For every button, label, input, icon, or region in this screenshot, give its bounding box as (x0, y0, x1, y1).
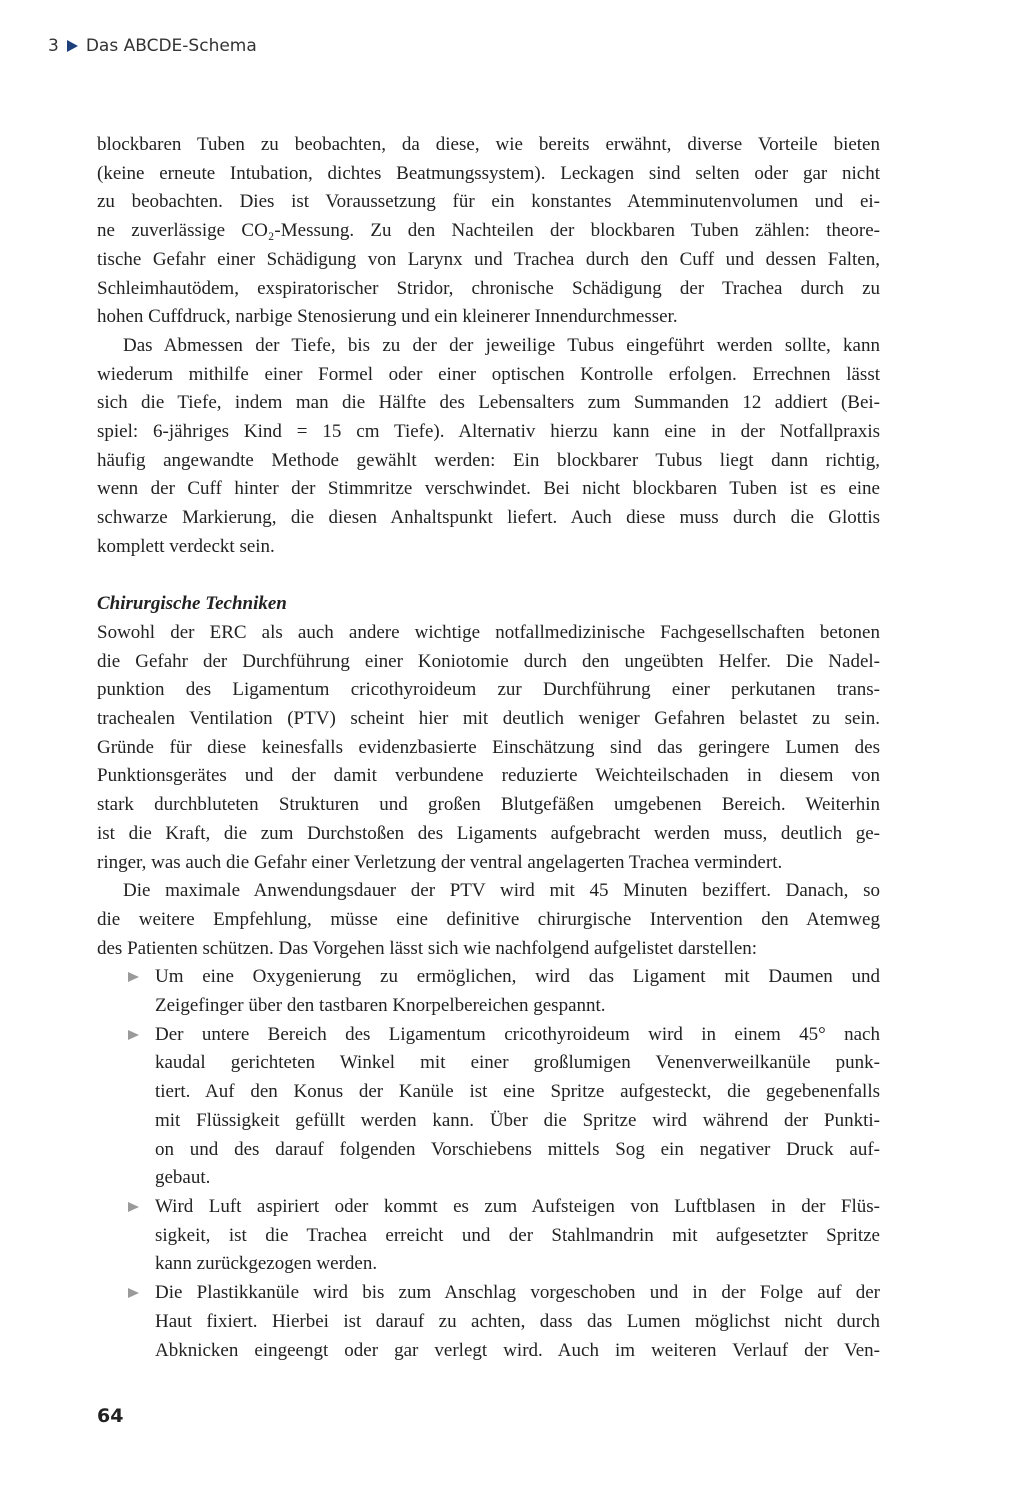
triangle-marker-icon (67, 40, 78, 52)
body-text-section (97, 619, 880, 963)
text-line: spiel: 6-jähriges Kind = 15 cm Tiefe). Alternativ hierzu kann eine in der Notfallpraxis (97, 421, 880, 443)
text-line: Abknicken eingeengt oder gar verlegt wird. Auch im weiteren Verlauf der Ven- (155, 1339, 880, 1361)
text-line: Gründe für diese keinesfalls evidenzbasierte Einschätzung sind das geringere Lumen des (97, 736, 880, 758)
text-line: Die maximale Anwendungsdauer der PTV wird mit 45 Minuten beziffert. Danach, so (123, 880, 880, 902)
page-body (97, 131, 880, 1365)
text-line: sigkeit, ist die Trachea erreicht und der Stahlmandrin mit aufgesetzter Spritze (155, 1224, 880, 1246)
text-line: Haut fixiert. Hierbei ist darauf zu achten, dass das Lumen möglichst nicht durch (155, 1310, 880, 1332)
list-item (97, 1279, 880, 1365)
text-line: punktion des Ligamentum cricothyroideum zur Durchführung einer perkutanen trans- (97, 679, 880, 701)
text-line: zu beobachten. Dies ist Voraussetzung für ein konstantes Atemminutenvolumen und ei- (97, 191, 880, 213)
bullet-triangle-icon (128, 1202, 139, 1212)
bullet-triangle-icon (128, 1288, 139, 1298)
paragraph (97, 619, 880, 877)
text-line: tiert. Auf den Konus der Kanüle ist eine Spritze aufgesteckt, die gegebenenfalls (155, 1081, 880, 1103)
text-line: ringer, was auch die Gefahr einer Verletzung der ventral angelagerten Trachea vermindert. (97, 851, 783, 873)
text-line: ne zuverlässige CO₂-Messung. Zu den Nachteilen der blockbaren Tuben zählen: theore- (97, 220, 880, 242)
text-line: die weitere Empfehlung, müsse eine definitive chirurgische Intervention den Atemweg (97, 908, 880, 930)
text-line: wiederum mithilfe einer Formel oder einer optischen Kontrolle erfolgen. Errechnen lässt (97, 363, 880, 385)
running-header (48, 36, 257, 56)
text-line: Die Plastikkanüle wird bis zum Anschlag vorgeschoben und in der Folge auf der (155, 1282, 880, 1304)
bullet-triangle-icon (128, 972, 139, 982)
page-number: 64 (97, 1405, 124, 1427)
text-line: on und des darauf folgenden Vorschiebens mittels Sog ein negativer Druck auf- (155, 1138, 880, 1160)
list-item (97, 1021, 880, 1193)
text-line: komplett verdeckt sein. (97, 535, 275, 557)
section-heading: Chirurgische Techniken (97, 593, 287, 615)
procedure-list (97, 963, 880, 1365)
text-line: Sowohl der ERC als auch andere wichtige notfallmedizinische Fachgesellschaften betonen (97, 621, 880, 643)
chapter-title: Das ABCDE-Schema (85, 36, 257, 56)
text-line: Zeigefinger über den tastbaren Knorpelbereichen gespannt. (155, 995, 606, 1017)
text-line: Punktionsgerätes und der damit verbundene reduzierte Weichteilschaden in diesem von (97, 765, 880, 787)
body-text-top (97, 131, 880, 562)
text-line: Wird Luft aspiriert oder kommt es zum Aufsteigen von Luftblasen in der Flüs- (155, 1196, 880, 1217)
text-line: die Gefahr der Durchführung einer Koniotomie durch den ungeübten Helfer. Die Nadel- (97, 650, 880, 672)
text-line: stark durchbluteten Strukturen und großen Blutgefäßen umgebenen Bereich. Weiterhin (97, 794, 880, 816)
text-line: (keine erneute Intubation, dichtes Beatmungssystem). Leckagen sind selten oder gar nicht (97, 162, 880, 184)
chapter-number: 3 (48, 36, 59, 56)
text-line: Um eine Oxygenierung zu ermöglichen, wird das Ligament mit Daumen und (155, 966, 880, 988)
text-line: häufig angewandte Methode gewählt werden: Ein blockbarer Tubus liegt dann richtig, (97, 449, 880, 471)
text-line: tische Gefahr einer Schädigung von Larynx und Trachea durch den Cuff und dessen Falten, (97, 248, 880, 270)
text-line: mit Flüssigkeit gefüllt werden kann. Über die Spritze wird während der Punkti- (155, 1109, 880, 1131)
text-line: blockbaren Tuben zu beobachten, da diese, wie bereits erwähnt, diverse Vorteile bieten (97, 134, 880, 155)
paragraph (97, 877, 880, 963)
text-line: Das Abmessen der Tiefe, bis zu der der jeweilige Tubus eingeführt werden sollte, kann (123, 334, 880, 356)
text-line: schwarze Markierung, die diesen Anhaltspunkt liefert. Auch diese muss durch die Glottis (97, 507, 880, 529)
text-line: kann zurückgezogen werden. (155, 1253, 378, 1275)
paragraph (97, 332, 880, 562)
list-item (97, 963, 880, 1020)
text-line: ist die Kraft, die zum Durchstoßen des Ligaments aufgebracht werden muss, deutlich ge- (97, 822, 880, 844)
text-line: trachealen Ventilation (PTV) scheint hier mit deutlich weniger Gefahren belastet zu sein. (97, 708, 880, 730)
text-line: kaudal gerichteten Winkel mit einer großlumigen Venenverweilkanüle punk- (155, 1052, 880, 1074)
bullet-triangle-icon (128, 1030, 139, 1040)
text-line: hohen Cuffdruck, narbige Stenosierung und ein kleinerer Innendurchmesser. (97, 306, 678, 328)
list-item (97, 1193, 880, 1279)
text-line: wenn der Cuff hinter der Stimmritze verschwindet. Bei nicht blockbaren Tuben ist es eine (97, 478, 880, 500)
text-line: gebaut. (155, 1167, 211, 1189)
text-line: Der untere Bereich des Ligamentum cricothyroideum wird in einem 45° nach (155, 1023, 880, 1045)
paragraph (97, 131, 880, 332)
text-line: des Patienten schützen. Das Vorgehen lässt sich wie nachfolgend aufgelistet darstellen: (97, 937, 758, 959)
text-line: Schleimhautödem, exspiratorischer Stridor, chronische Schädigung der Trachea durch zu (97, 277, 880, 299)
text-line: sich die Tiefe, indem man die Hälfte des Lebensalters zum Summanden 12 addiert (Bei- (97, 392, 880, 414)
